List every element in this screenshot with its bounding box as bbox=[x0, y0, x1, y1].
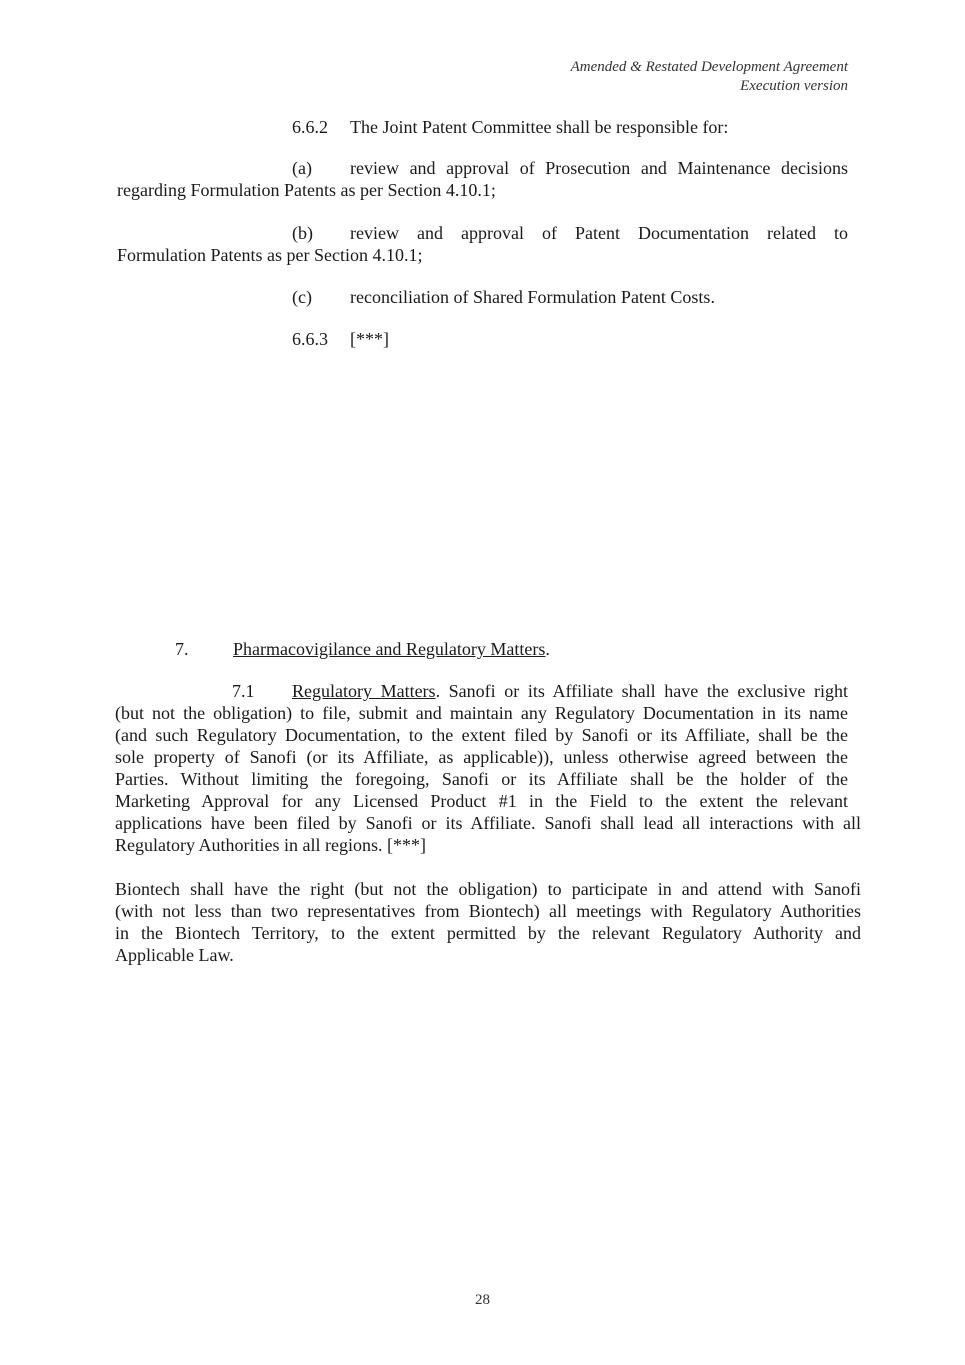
section-number: 7. bbox=[175, 639, 189, 659]
document-header bbox=[571, 58, 848, 96]
section-title: Pharmacovigilance and Regulatory Matters bbox=[233, 639, 546, 659]
paragraph-line: Regulatory Authorities in all regions. [***] bbox=[115, 835, 426, 855]
section-number: 7.1 bbox=[232, 681, 255, 701]
paragraph-line: Biontech shall have the right (but not the obligation) to participate in and attend with Sanofi bbox=[115, 879, 861, 899]
list-item-a bbox=[117, 157, 848, 201]
paragraph-line: Marketing Approval for any Licensed Product #1 in the Field to the extent the relevant bbox=[115, 791, 848, 811]
paragraph-line: Applicable Law. bbox=[115, 945, 234, 965]
paragraph-line: Parties. Without limiting the foregoing, Sanofi or its Affiliate shall be the holder of the bbox=[115, 769, 848, 789]
header-title: Amended & Restated Development Agreement bbox=[570, 59, 848, 75]
item-marker: (c) bbox=[292, 287, 312, 307]
header-version: Execution version bbox=[740, 78, 848, 94]
list-item-c bbox=[292, 286, 715, 308]
item-text-line: Formulation Patents as per Section 4.10.1; bbox=[117, 245, 423, 265]
section-number: 6.6.3 bbox=[292, 329, 328, 349]
section-7-1-paragraph bbox=[115, 680, 861, 856]
paragraph-line: (with not less than two representatives from Biontech) all meetings with Regulatory Authorities bbox=[115, 901, 861, 921]
paragraph-line: (but not the obligation) to file, submit and maintain any Regulatory Documentation in its name bbox=[115, 703, 848, 723]
section-text: The Joint Patent Committee shall be responsible for: bbox=[350, 117, 729, 137]
subsection-title: Regulatory Matters bbox=[292, 681, 436, 701]
paragraph-line: applications have been filed by Sanofi or its Affiliate. Sanofi shall lead all interactions with all bbox=[115, 813, 861, 833]
paragraph-line: in the Biontech Territory, to the extent permitted by the relevant Regulatory Authority and bbox=[115, 923, 861, 943]
paragraph-line: . Sanofi or its Affiliate shall have the exclusive right bbox=[435, 681, 848, 701]
section-6-6-3 bbox=[292, 328, 389, 350]
item-text: reconciliation of Shared Formulation Patent Costs. bbox=[350, 287, 715, 307]
list-item-b bbox=[117, 222, 848, 266]
item-marker: (a) bbox=[292, 158, 312, 178]
paragraph-line: (and such Regulatory Documentation, to the extent filed by Sanofi or its Affiliate, shall be the bbox=[115, 725, 848, 745]
title-punctuation: . bbox=[545, 639, 550, 659]
item-text-line: review and approval of Prosecution and Maintenance decisions bbox=[350, 158, 848, 178]
section-6-6-2 bbox=[292, 116, 728, 138]
item-text-line: review and approval of Patent Documentation related to bbox=[350, 223, 848, 243]
section-number: 6.6.2 bbox=[292, 117, 328, 137]
item-text-line: regarding Formulation Patents as per Section 4.10.1; bbox=[117, 180, 496, 200]
item-marker: (b) bbox=[292, 223, 313, 243]
paragraph-line: sole property of Sanofi (or its Affiliate, as applicable)), unless otherwise agreed between the bbox=[115, 747, 848, 767]
section-7-heading bbox=[175, 638, 550, 660]
page-number: 28 bbox=[475, 1292, 490, 1308]
biontech-paragraph bbox=[115, 878, 861, 966]
redacted-text: [***] bbox=[350, 329, 389, 349]
